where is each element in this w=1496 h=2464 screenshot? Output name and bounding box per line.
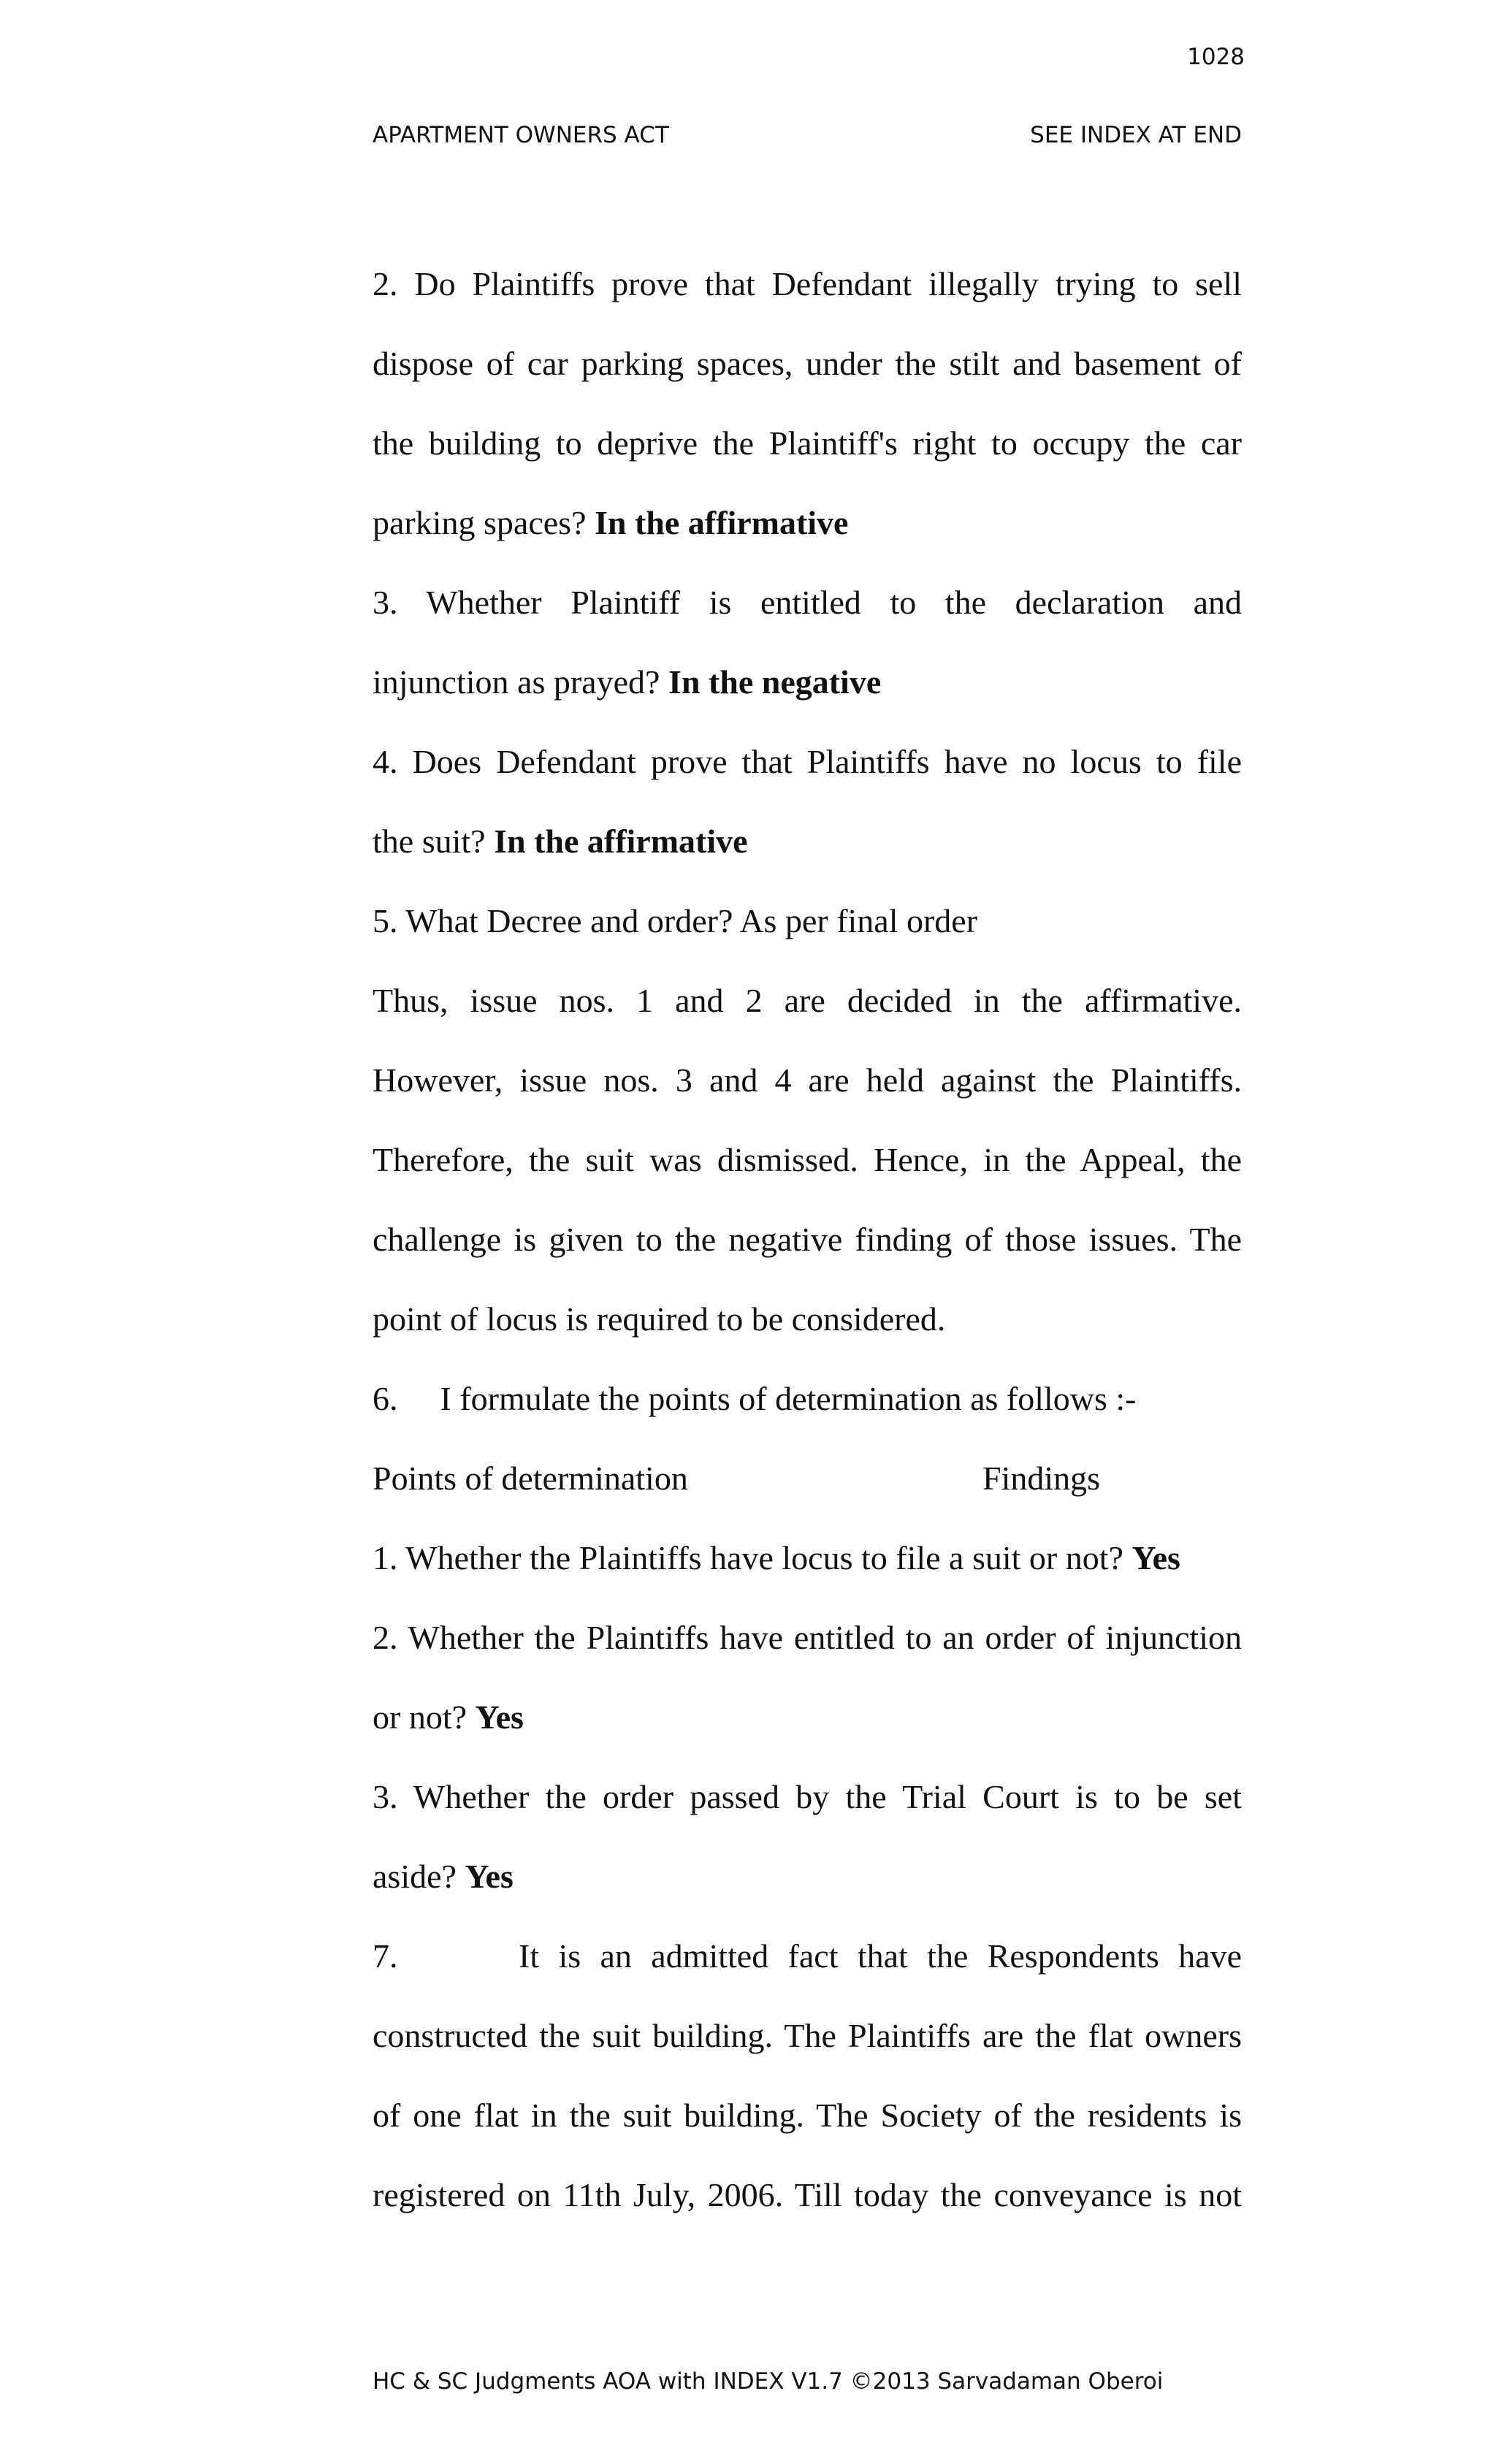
text-line: However, issue nos. 3 and 4 are held against the Plaintiffs. — [373, 1061, 1242, 1099]
text-line: 3. Whether the order passed by the Trial Court is to be set — [373, 1778, 1242, 1815]
text-line — [373, 1375, 1242, 1454]
header-left: APARTMENT OWNERS ACT — [373, 122, 669, 148]
text-line: constructed the suit building. The Plaintiffs are the flat owners — [373, 2017, 1242, 2054]
document-body — [373, 260, 1242, 2251]
point-2-text: or not? — [373, 1698, 476, 1736]
para-text: It is an admitted fact that the Respondents have — [519, 1937, 1242, 1975]
text-line: 5. What Decree and order? As per final order — [373, 902, 978, 939]
para-number: 6. — [373, 1380, 398, 1417]
points-column-header: Points of determination — [373, 1460, 688, 1497]
text-line: 4. Does Defendant prove that Plaintiffs have no locus to file — [373, 743, 1242, 780]
points-header-row — [373, 1454, 1242, 1534]
issue-2-finding: In the affirmative — [595, 504, 849, 541]
issue-3-text: injunction as prayed? — [373, 663, 668, 701]
text-line — [373, 658, 1242, 738]
point-1-finding: Yes — [1131, 1539, 1180, 1576]
issue-3-finding: In the negative — [668, 663, 882, 701]
header-right: SEE INDEX AT END — [1030, 122, 1242, 148]
running-header — [373, 122, 1242, 148]
point-3-text: aside? — [373, 1858, 465, 1895]
para-number: 7. — [373, 1937, 398, 1975]
issue-2-text: parking spaces? — [373, 504, 595, 541]
point-3-finding: Yes — [465, 1858, 514, 1895]
text-line: dispose of car parking spaces, under the stilt and basement of — [373, 345, 1242, 382]
text-line — [373, 817, 1242, 897]
findings-column-header: Findings — [982, 1460, 1101, 1497]
text-line — [373, 1932, 1242, 2012]
text-line: challenge is given to the negative finding of those issues. The — [373, 1221, 1242, 1258]
text-line: the building to deprive the Plaintiff's right to occupy the car — [373, 424, 1242, 462]
text-line — [373, 499, 1242, 579]
text-line: 2. Do Plaintiffs prove that Defendant illegally trying to sell — [373, 265, 1242, 302]
text-line: Thus, issue nos. 1 and 2 are decided in the affirmative. — [373, 982, 1242, 1019]
text-line: of one flat in the suit building. The Society of the residents is — [373, 2097, 1242, 2134]
text-line: registered on 11th July, 2006. Till today the conveyance is not — [373, 2176, 1242, 2213]
page-number: 1028 — [1187, 44, 1245, 70]
page-footer: HC & SC Judgments AOA with INDEX V1.7 ©2013 Sarvadaman Oberoi — [373, 2368, 1164, 2395]
text-line: Therefore, the suit was dismissed. Hence, in the Appeal, the — [373, 1141, 1242, 1178]
text-line: point of locus is required to be considered. — [373, 1300, 946, 1338]
text-line — [373, 1853, 1242, 1932]
point-1-text: 1. Whether the Plaintiffs have locus to file a suit or not? — [373, 1539, 1132, 1576]
text-line: 2. Whether the Plaintiffs have entitled to an order of injunction — [373, 1619, 1242, 1656]
issue-4-finding: In the affirmative — [494, 823, 748, 860]
text-line — [373, 1693, 1242, 1773]
issue-4-text: the suit? — [373, 823, 495, 860]
para-text: I formulate the points of determination as follows :- — [440, 1380, 1137, 1417]
text-line — [373, 1534, 1242, 1614]
point-2-finding: Yes — [475, 1698, 524, 1736]
text-line: 3. Whether Plaintiff is entitled to the declaration and — [373, 584, 1242, 621]
